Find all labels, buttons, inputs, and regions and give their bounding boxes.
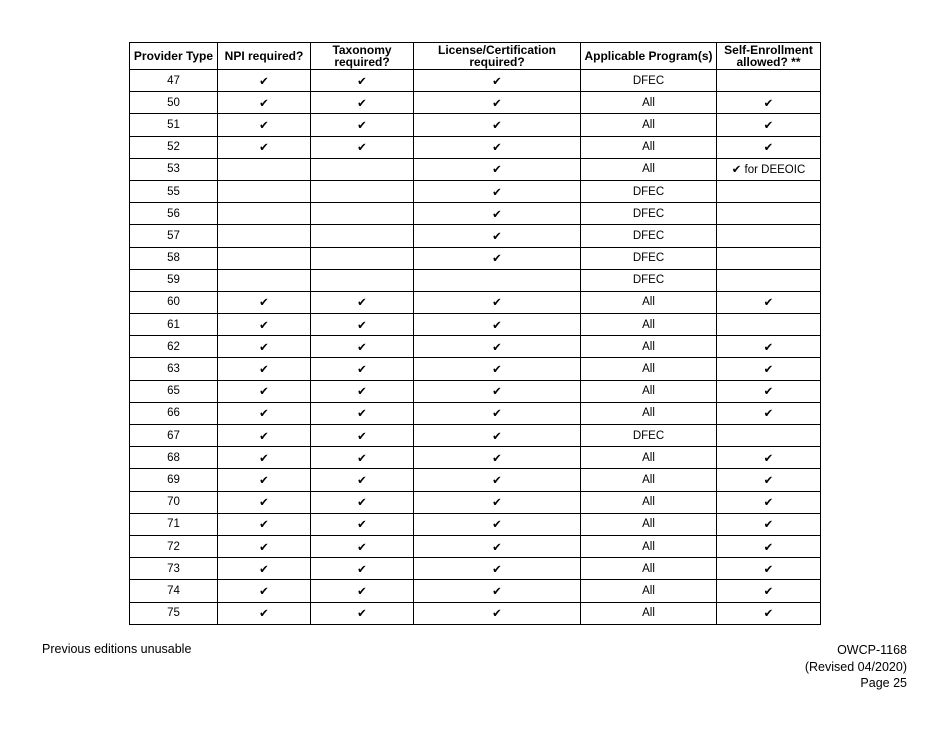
table-row [130, 358, 821, 380]
provider-table [129, 42, 821, 625]
taxonomy-cell [311, 269, 414, 291]
table-row [130, 336, 821, 358]
program-cell: All [581, 336, 717, 358]
license-cell: ✔ [414, 602, 581, 624]
license-cell: ✔ [414, 469, 581, 491]
taxonomy-cell: ✔ [311, 402, 414, 424]
npi-cell: ✔ [218, 469, 311, 491]
self-enrollment-cell: ✔ [717, 447, 821, 469]
provider-type-cell: 75 [130, 602, 218, 624]
table-row [130, 114, 821, 136]
self-enrollment-cell [717, 180, 821, 202]
provider-type-cell: 74 [130, 580, 218, 602]
table-row [130, 70, 821, 92]
col-header-npi: NPI required? [218, 43, 311, 70]
license-cell: ✔ [414, 580, 581, 602]
npi-cell: ✔ [218, 425, 311, 447]
footer-note: Previous editions unusable [42, 642, 192, 656]
program-cell: All [581, 491, 717, 513]
license-cell: ✔ [414, 447, 581, 469]
table-row [130, 225, 821, 247]
table-row [130, 558, 821, 580]
col-header-taxonomy: Taxonomy required? [311, 43, 414, 70]
taxonomy-cell: ✔ [311, 336, 414, 358]
table-row [130, 602, 821, 624]
npi-cell: ✔ [218, 602, 311, 624]
taxonomy-cell: ✔ [311, 92, 414, 114]
provider-type-cell: 52 [130, 136, 218, 158]
provider-type-cell: 67 [130, 425, 218, 447]
program-cell: DFEC [581, 203, 717, 225]
self-enrollment-cell: ✔ [717, 380, 821, 402]
self-enrollment-cell [717, 225, 821, 247]
npi-cell [218, 158, 311, 180]
license-cell: ✔ [414, 92, 581, 114]
npi-cell: ✔ [218, 314, 311, 336]
taxonomy-cell: ✔ [311, 70, 414, 92]
taxonomy-cell: ✔ [311, 380, 414, 402]
program-cell: All [581, 580, 717, 602]
license-cell: ✔ [414, 180, 581, 202]
license-cell: ✔ [414, 203, 581, 225]
table-row [130, 269, 821, 291]
provider-type-cell: 58 [130, 247, 218, 269]
license-cell: ✔ [414, 158, 581, 180]
npi-cell [218, 180, 311, 202]
license-cell: ✔ [414, 358, 581, 380]
license-cell: ✔ [414, 513, 581, 535]
program-cell: All [581, 291, 717, 313]
provider-type-cell: 47 [130, 70, 218, 92]
taxonomy-cell: ✔ [311, 447, 414, 469]
self-enrollment-cell [717, 70, 821, 92]
table-row [130, 291, 821, 313]
taxonomy-cell [311, 247, 414, 269]
provider-type-cell: 63 [130, 358, 218, 380]
npi-cell: ✔ [218, 70, 311, 92]
self-enrollment-cell: ✔ for DEEOIC [717, 158, 821, 180]
provider-type-cell: 66 [130, 402, 218, 424]
taxonomy-cell: ✔ [311, 558, 414, 580]
provider-type-cell: 69 [130, 469, 218, 491]
program-cell: DFEC [581, 180, 717, 202]
program-cell: All [581, 358, 717, 380]
self-enrollment-cell: ✔ [717, 136, 821, 158]
self-enrollment-cell: ✔ [717, 535, 821, 557]
revision-date: (Revised 04/2020) [804, 659, 907, 674]
table-row [130, 425, 821, 447]
npi-cell: ✔ [218, 558, 311, 580]
program-cell: All [581, 92, 717, 114]
self-enrollment-cell: ✔ [717, 580, 821, 602]
table-row [130, 136, 821, 158]
table-header-row [130, 43, 821, 70]
license-cell: ✔ [414, 225, 581, 247]
program-cell: All [581, 158, 717, 180]
license-cell: ✔ [414, 291, 581, 313]
provider-type-cell: 65 [130, 380, 218, 402]
license-cell: ✔ [414, 402, 581, 424]
license-cell: ✔ [414, 380, 581, 402]
program-cell: DFEC [581, 70, 717, 92]
taxonomy-cell: ✔ [311, 136, 414, 158]
npi-cell [218, 225, 311, 247]
program-cell: All [581, 535, 717, 557]
taxonomy-cell: ✔ [311, 291, 414, 313]
table-row [130, 580, 821, 602]
table-row [130, 380, 821, 402]
program-cell: DFEC [581, 269, 717, 291]
self-enrollment-cell: ✔ [717, 336, 821, 358]
license-cell: ✔ [414, 114, 581, 136]
license-cell: ✔ [414, 314, 581, 336]
self-enrollment-cell [717, 269, 821, 291]
npi-cell: ✔ [218, 358, 311, 380]
table-row [130, 158, 821, 180]
program-cell: All [581, 136, 717, 158]
program-cell: All [581, 513, 717, 535]
provider-type-cell: 71 [130, 513, 218, 535]
self-enrollment-cell: ✔ [717, 92, 821, 114]
col-header-provider-type: Provider Type [130, 43, 218, 70]
provider-type-cell: 59 [130, 269, 218, 291]
self-enrollment-cell: ✔ [717, 291, 821, 313]
npi-cell: ✔ [218, 136, 311, 158]
provider-type-cell: 60 [130, 291, 218, 313]
self-enrollment-cell: ✔ [717, 602, 821, 624]
taxonomy-cell [311, 203, 414, 225]
program-cell: All [581, 380, 717, 402]
npi-cell: ✔ [218, 92, 311, 114]
license-cell [414, 269, 581, 291]
license-cell: ✔ [414, 247, 581, 269]
table-row [130, 402, 821, 424]
provider-type-cell: 73 [130, 558, 218, 580]
table-row [130, 513, 821, 535]
taxonomy-cell [311, 225, 414, 247]
program-cell: DFEC [581, 225, 717, 247]
license-cell: ✔ [414, 70, 581, 92]
program-cell: All [581, 314, 717, 336]
col-header-self-enrollment: Self-Enrollment allowed? ** [717, 43, 821, 70]
provider-type-cell: 68 [130, 447, 218, 469]
program-cell: All [581, 602, 717, 624]
npi-cell [218, 203, 311, 225]
taxonomy-cell: ✔ [311, 513, 414, 535]
self-enrollment-cell: ✔ [717, 513, 821, 535]
table-row [130, 92, 821, 114]
taxonomy-cell: ✔ [311, 535, 414, 557]
npi-cell: ✔ [218, 291, 311, 313]
npi-cell: ✔ [218, 402, 311, 424]
program-cell: All [581, 402, 717, 424]
self-enrollment-cell [717, 247, 821, 269]
self-enrollment-cell: ✔ [717, 358, 821, 380]
taxonomy-cell: ✔ [311, 314, 414, 336]
license-cell: ✔ [414, 491, 581, 513]
table-row [130, 203, 821, 225]
self-enrollment-cell [717, 314, 821, 336]
self-enrollment-cell: ✔ [717, 558, 821, 580]
table-body [130, 70, 821, 625]
footer-form-info [805, 642, 907, 692]
npi-cell: ✔ [218, 535, 311, 557]
provider-type-cell: 70 [130, 491, 218, 513]
npi-cell: ✔ [218, 447, 311, 469]
npi-cell: ✔ [218, 491, 311, 513]
npi-cell: ✔ [218, 580, 311, 602]
program-cell: All [581, 447, 717, 469]
taxonomy-cell: ✔ [311, 114, 414, 136]
npi-cell: ✔ [218, 380, 311, 402]
self-enrollment-cell: ✔ [717, 402, 821, 424]
col-header-programs: Applicable Program(s) [581, 43, 717, 70]
provider-type-cell: 50 [130, 92, 218, 114]
provider-type-cell: 62 [130, 336, 218, 358]
license-cell: ✔ [414, 425, 581, 447]
taxonomy-cell: ✔ [311, 425, 414, 447]
self-enrollment-cell: ✔ [717, 469, 821, 491]
self-enrollment-cell [717, 425, 821, 447]
provider-type-cell: 57 [130, 225, 218, 247]
program-cell: All [581, 558, 717, 580]
table-row [130, 535, 821, 557]
license-cell: ✔ [414, 136, 581, 158]
taxonomy-cell: ✔ [311, 602, 414, 624]
self-enrollment-cell [717, 203, 821, 225]
provider-type-cell: 61 [130, 314, 218, 336]
taxonomy-cell: ✔ [311, 469, 414, 491]
self-enrollment-cell: ✔ [717, 491, 821, 513]
provider-type-cell: 72 [130, 535, 218, 557]
table-row [130, 469, 821, 491]
provider-type-cell: 53 [130, 158, 218, 180]
provider-type-cell: 56 [130, 203, 218, 225]
provider-type-cell: 55 [130, 180, 218, 202]
npi-cell [218, 247, 311, 269]
program-cell: All [581, 469, 717, 491]
taxonomy-cell: ✔ [311, 358, 414, 380]
table-row [130, 247, 821, 269]
provider-type-cell: 51 [130, 114, 218, 136]
program-cell: DFEC [581, 247, 717, 269]
taxonomy-cell: ✔ [311, 491, 414, 513]
npi-cell: ✔ [218, 513, 311, 535]
taxonomy-cell [311, 180, 414, 202]
taxonomy-cell [311, 158, 414, 180]
form-number: OWCP-1168 [837, 643, 907, 657]
table-row [130, 314, 821, 336]
table-row [130, 491, 821, 513]
program-cell: DFEC [581, 425, 717, 447]
table-row [130, 180, 821, 202]
self-enrollment-cell: ✔ [717, 114, 821, 136]
npi-cell [218, 269, 311, 291]
license-cell: ✔ [414, 558, 581, 580]
col-header-license: License/Certification required? [414, 43, 581, 70]
page-number: Page 25 [860, 676, 907, 690]
license-cell: ✔ [414, 535, 581, 557]
program-cell: All [581, 114, 717, 136]
table-row [130, 447, 821, 469]
npi-cell: ✔ [218, 114, 311, 136]
taxonomy-cell: ✔ [311, 580, 414, 602]
npi-cell: ✔ [218, 336, 311, 358]
license-cell: ✔ [414, 336, 581, 358]
